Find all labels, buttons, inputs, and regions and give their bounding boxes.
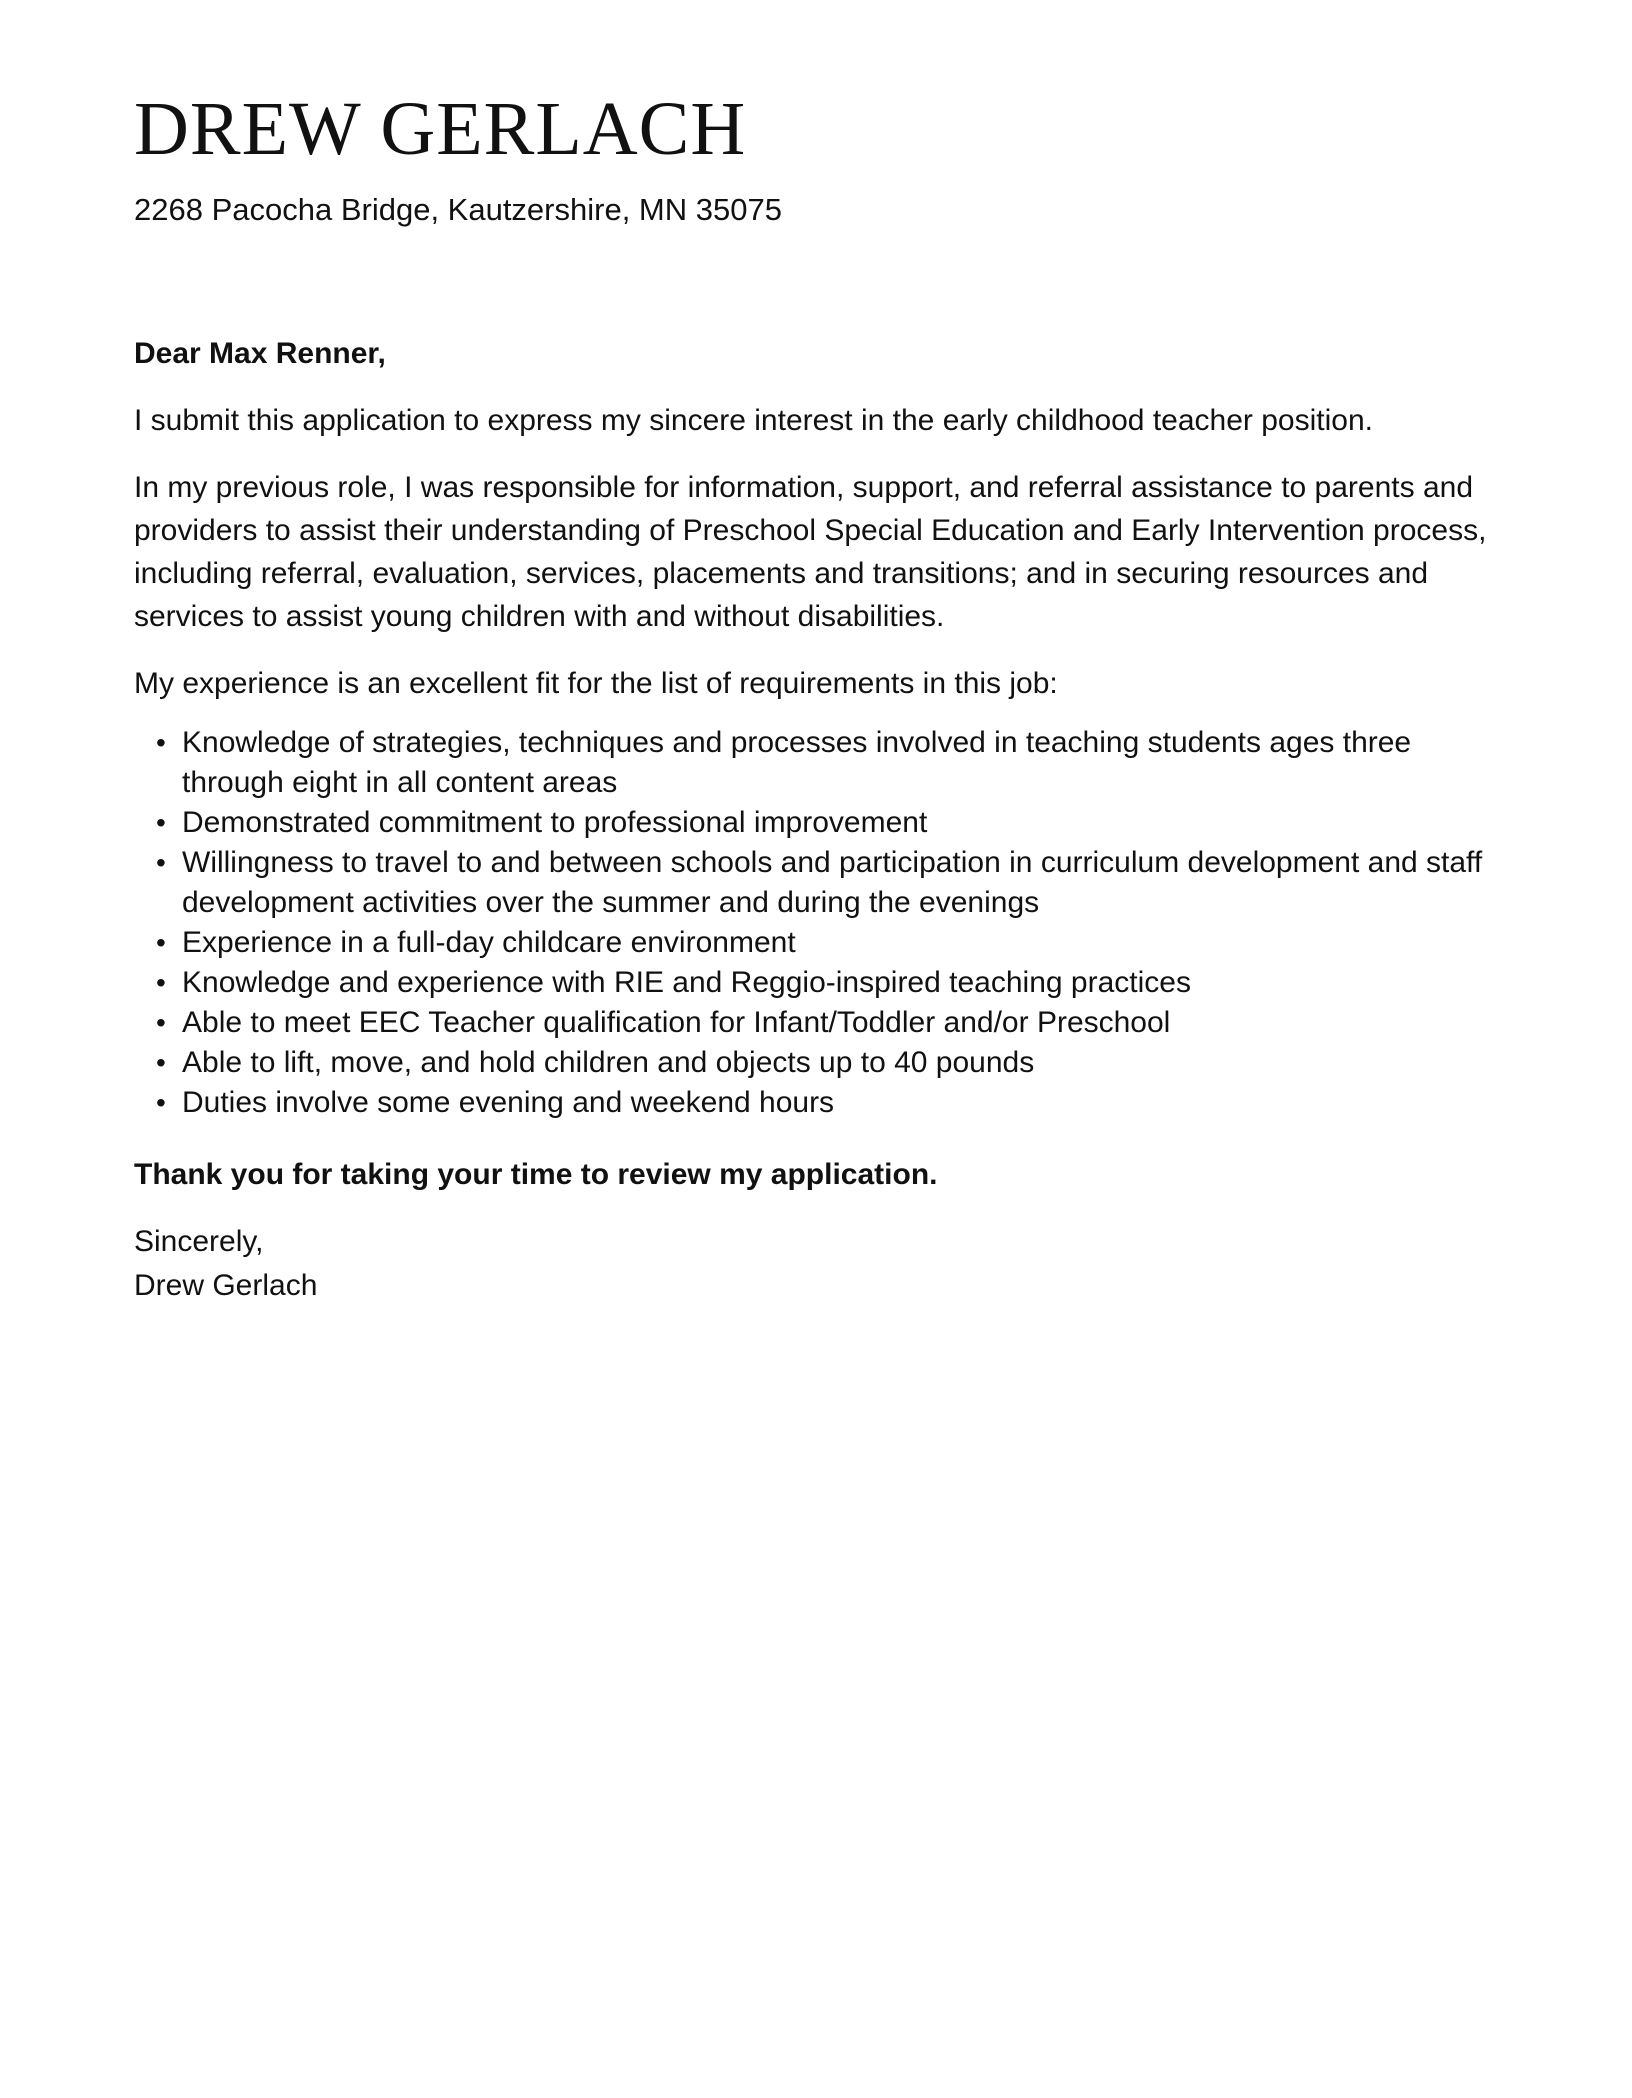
applicant-address: 2268 Pacocha Bridge, Kautzershire, MN 35075	[134, 192, 782, 227]
applicant-name: DREW GERLACH	[134, 87, 747, 171]
list-item	[156, 843, 1498, 923]
closing: Sincerely,	[134, 1225, 264, 1258]
list-item	[156, 1003, 1498, 1043]
requirement-text: Knowledge of strategies, techniques and processes involved in teaching students ages three through eight in all content areas	[182, 726, 1412, 799]
requirement-text: Duties involve some evening and weekend hours	[182, 1086, 835, 1119]
bullet-icon: •	[156, 1007, 166, 1038]
bullet-icon: •	[156, 927, 166, 958]
signature: Drew Gerlach	[134, 1269, 318, 1302]
experience-paragraph: In my previous role, I was responsible for information, support, and referral assistance to parents and providers to assist their understanding of Preschool Special Education and Early Intervention process, including referral, evaluation, services, placements and transitions; and in securing resources and services to assist young children with and without disabilities.	[134, 471, 1487, 633]
bullet-icon: •	[156, 1087, 166, 1118]
list-item	[156, 1043, 1498, 1083]
bullet-icon: •	[156, 807, 166, 838]
requirement-text: Able to meet EEC Teacher qualification for Infant/Toddler and/or Preschool	[182, 1006, 1171, 1039]
requirement-text: Demonstrated commitment to professional improvement	[182, 806, 928, 839]
salutation: Dear Max Renner,	[134, 337, 386, 370]
letter-body	[134, 332, 1498, 1308]
intro-paragraph: I submit this application to express my sincere interest in the early childhood teacher position.	[134, 404, 1373, 437]
bullet-icon: •	[156, 1047, 166, 1078]
list-item	[156, 803, 1498, 843]
bullet-icon: •	[156, 967, 166, 998]
requirement-text: Knowledge and experience with RIE and Reggio-inspired teaching practices	[182, 966, 1191, 999]
requirement-text: Experience in a full-day childcare environment	[182, 926, 796, 959]
list-item	[156, 963, 1498, 1003]
requirement-text: Able to lift, move, and hold children and objects up to 40 pounds	[182, 1046, 1035, 1079]
bullet-icon: •	[156, 727, 166, 758]
list-item	[156, 1083, 1498, 1123]
cover-letter	[134, 84, 1498, 1302]
requirement-text: Willingness to travel to and between schools and participation in curriculum development and staff development activities over the summer and during the evenings	[182, 846, 1483, 919]
requirements-intro: My experience is an excellent fit for the list of requirements in this job:	[134, 667, 1058, 700]
thanks-line: Thank you for taking your time to review my application.	[134, 1158, 938, 1191]
bullet-icon: •	[156, 847, 166, 878]
requirements-list	[134, 723, 1498, 1123]
list-item	[156, 723, 1498, 803]
list-item	[156, 923, 1498, 963]
